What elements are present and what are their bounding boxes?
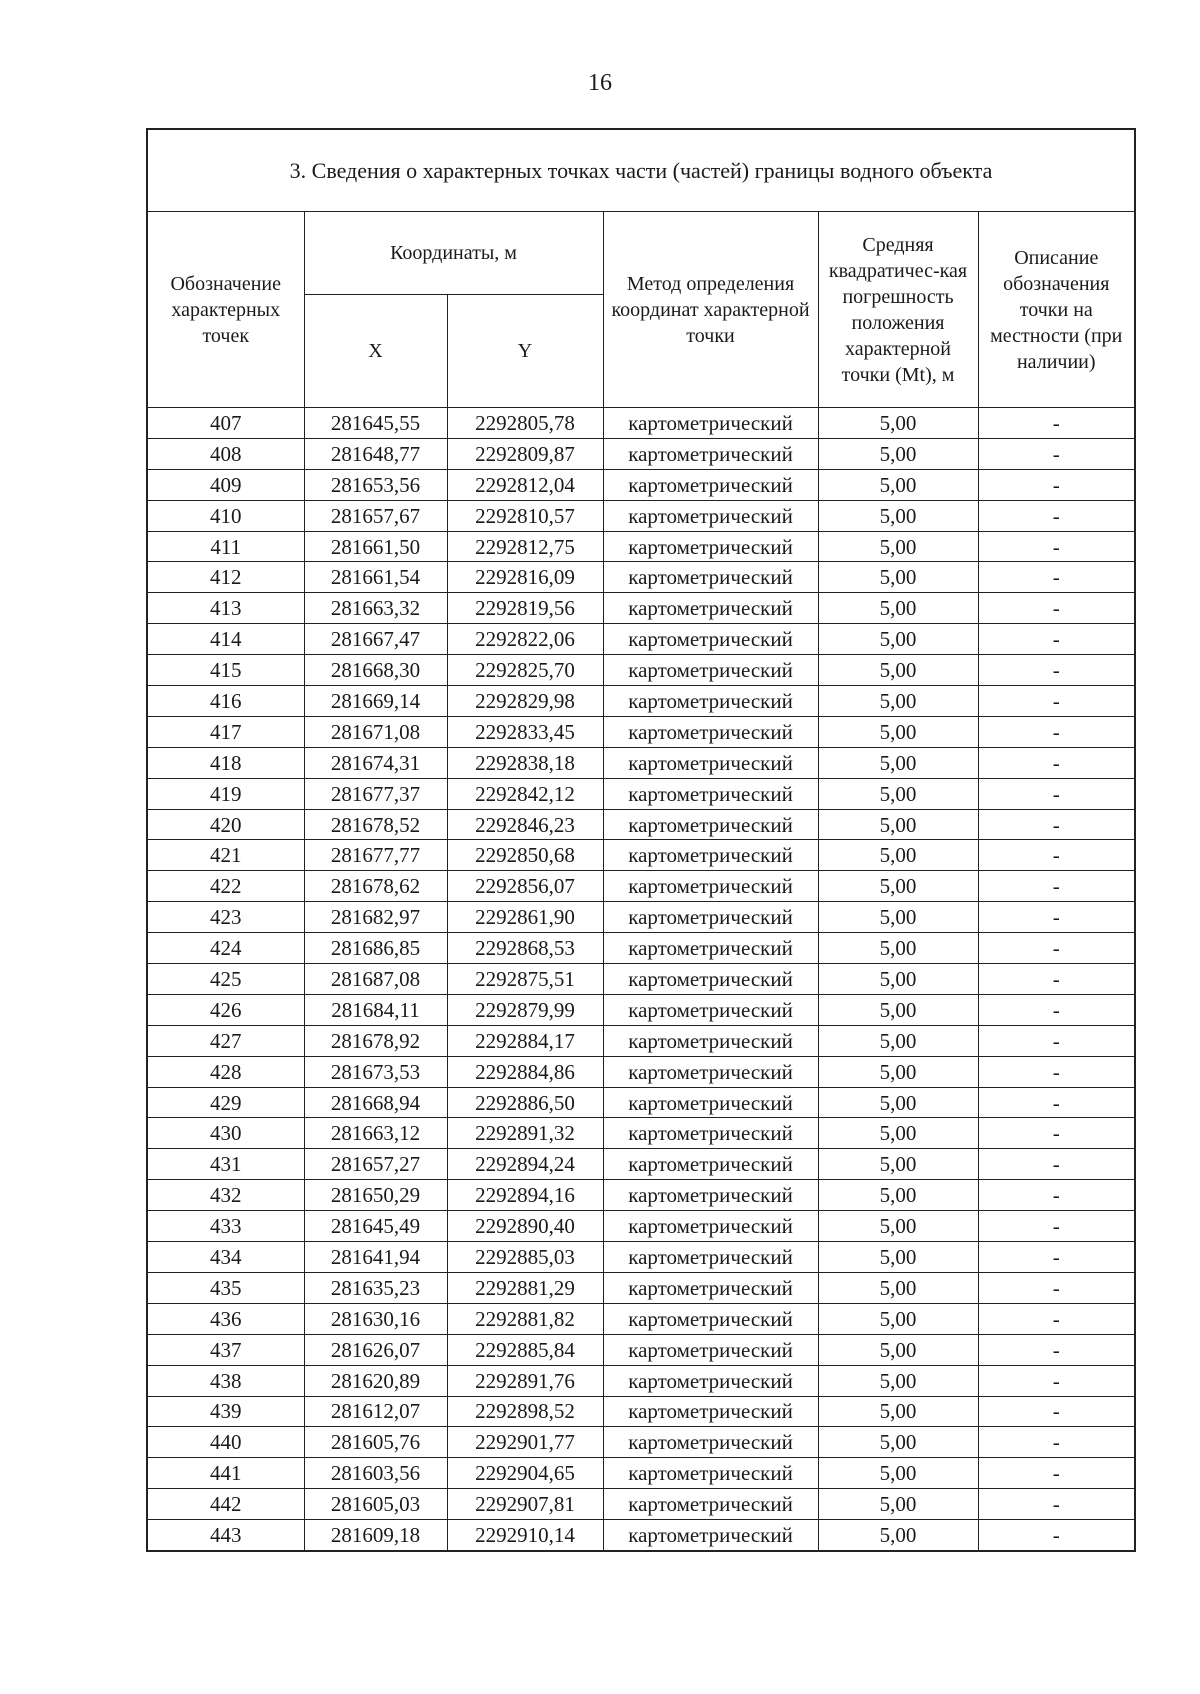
cell-description: - xyxy=(978,1149,1134,1180)
cell-description: - xyxy=(978,593,1134,624)
cell-y: 2292861,90 xyxy=(447,902,603,933)
cell-method: картометрический xyxy=(603,624,818,655)
table-row xyxy=(148,1211,1134,1242)
cell-method: картометрический xyxy=(603,1365,818,1396)
cell-y: 2292894,24 xyxy=(447,1149,603,1180)
cell-point-id: 437 xyxy=(148,1334,304,1365)
table-row xyxy=(148,933,1134,964)
cell-method: картометрический xyxy=(603,1334,818,1365)
cell-description: - xyxy=(978,716,1134,747)
cell-y: 2292833,45 xyxy=(447,716,603,747)
table-row xyxy=(148,1520,1134,1550)
cell-point-id: 427 xyxy=(148,1025,304,1056)
cell-point-id: 426 xyxy=(148,994,304,1025)
cell-x: 281682,97 xyxy=(304,902,447,933)
header-coordinates: Координаты, м xyxy=(304,212,603,295)
table-row xyxy=(148,1365,1134,1396)
cell-description: - xyxy=(978,408,1134,439)
table-row xyxy=(148,716,1134,747)
cell-point-id: 417 xyxy=(148,716,304,747)
cell-y: 2292856,07 xyxy=(447,871,603,902)
cell-description: - xyxy=(978,994,1134,1025)
cell-error: 5,00 xyxy=(818,1118,978,1149)
cell-y: 2292881,82 xyxy=(447,1303,603,1334)
table-body xyxy=(148,408,1134,1550)
cell-description: - xyxy=(978,840,1134,871)
cell-description: - xyxy=(978,1118,1134,1149)
cell-y: 2292816,09 xyxy=(447,562,603,593)
cell-error: 5,00 xyxy=(818,716,978,747)
cell-point-id: 428 xyxy=(148,1056,304,1087)
cell-x: 281677,37 xyxy=(304,778,447,809)
cell-method: картометрический xyxy=(603,1211,818,1242)
table-row xyxy=(148,593,1134,624)
cell-error: 5,00 xyxy=(818,1489,978,1520)
cell-y: 2292885,84 xyxy=(447,1334,603,1365)
cell-method: картометрический xyxy=(603,655,818,686)
cell-y: 2292810,57 xyxy=(447,500,603,531)
cell-point-id: 418 xyxy=(148,747,304,778)
cell-point-id: 430 xyxy=(148,1118,304,1149)
cell-method: картометрический xyxy=(603,964,818,995)
cell-method: картометрический xyxy=(603,1458,818,1489)
cell-x: 281605,76 xyxy=(304,1427,447,1458)
cell-description: - xyxy=(978,1242,1134,1273)
table-row xyxy=(148,1334,1134,1365)
table-row xyxy=(148,438,1134,469)
table-row xyxy=(148,500,1134,531)
cell-error: 5,00 xyxy=(818,871,978,902)
cell-description: - xyxy=(978,1427,1134,1458)
cell-x: 281671,08 xyxy=(304,716,447,747)
cell-description: - xyxy=(978,1489,1134,1520)
cell-method: картометрический xyxy=(603,469,818,500)
cell-point-id: 432 xyxy=(148,1180,304,1211)
cell-y: 2292901,77 xyxy=(447,1427,603,1458)
cell-x: 281605,03 xyxy=(304,1489,447,1520)
cell-point-id: 407 xyxy=(148,408,304,439)
cell-y: 2292812,75 xyxy=(447,531,603,562)
cell-description: - xyxy=(978,1211,1134,1242)
table-row xyxy=(148,562,1134,593)
cell-description: - xyxy=(978,1303,1134,1334)
cell-error: 5,00 xyxy=(818,686,978,717)
table-row xyxy=(148,747,1134,778)
cell-method: картометрический xyxy=(603,438,818,469)
cell-x: 281684,11 xyxy=(304,994,447,1025)
table-row xyxy=(148,871,1134,902)
cell-point-id: 422 xyxy=(148,871,304,902)
cell-x: 281669,14 xyxy=(304,686,447,717)
table-row xyxy=(148,964,1134,995)
table-row xyxy=(148,469,1134,500)
table-row xyxy=(148,1025,1134,1056)
table-row xyxy=(148,840,1134,871)
cell-point-id: 408 xyxy=(148,438,304,469)
cell-x: 281635,23 xyxy=(304,1272,447,1303)
table-row xyxy=(148,531,1134,562)
table-row xyxy=(148,1427,1134,1458)
cell-point-id: 439 xyxy=(148,1396,304,1427)
cell-description: - xyxy=(978,686,1134,717)
cell-x: 281673,53 xyxy=(304,1056,447,1087)
cell-error: 5,00 xyxy=(818,1458,978,1489)
cell-method: картометрический xyxy=(603,840,818,871)
cell-error: 5,00 xyxy=(818,1334,978,1365)
cell-point-id: 434 xyxy=(148,1242,304,1273)
cell-y: 2292881,29 xyxy=(447,1272,603,1303)
cell-error: 5,00 xyxy=(818,1149,978,1180)
table-row xyxy=(148,778,1134,809)
cell-x: 281687,08 xyxy=(304,964,447,995)
cell-error: 5,00 xyxy=(818,964,978,995)
cell-x: 281668,94 xyxy=(304,1087,447,1118)
cell-point-id: 435 xyxy=(148,1272,304,1303)
cell-x: 281626,07 xyxy=(304,1334,447,1365)
cell-error: 5,00 xyxy=(818,778,978,809)
cell-description: - xyxy=(978,1180,1134,1211)
cell-description: - xyxy=(978,747,1134,778)
table-row xyxy=(148,1303,1134,1334)
cell-error: 5,00 xyxy=(818,1056,978,1087)
cell-description: - xyxy=(978,1025,1134,1056)
cell-y: 2292907,81 xyxy=(447,1489,603,1520)
cell-y: 2292838,18 xyxy=(447,747,603,778)
cell-point-id: 413 xyxy=(148,593,304,624)
cell-method: картометрический xyxy=(603,408,818,439)
header-y: Y xyxy=(447,295,603,408)
cell-x: 281661,50 xyxy=(304,531,447,562)
cell-y: 2292809,87 xyxy=(447,438,603,469)
cell-y: 2292879,99 xyxy=(447,994,603,1025)
cell-method: картометрический xyxy=(603,686,818,717)
table-row xyxy=(148,1396,1134,1427)
cell-y: 2292819,56 xyxy=(447,593,603,624)
cell-x: 281663,32 xyxy=(304,593,447,624)
header-method: Метод определения координат характерной точки xyxy=(603,212,818,408)
table-row xyxy=(148,686,1134,717)
cell-method: картометрический xyxy=(603,1087,818,1118)
cell-description: - xyxy=(978,1396,1134,1427)
cell-error: 5,00 xyxy=(818,902,978,933)
cell-description: - xyxy=(978,1272,1134,1303)
cell-point-id: 421 xyxy=(148,840,304,871)
cell-point-id: 423 xyxy=(148,902,304,933)
cell-description: - xyxy=(978,500,1134,531)
cell-description: - xyxy=(978,809,1134,840)
cell-method: картометрический xyxy=(603,1520,818,1550)
cell-point-id: 419 xyxy=(148,778,304,809)
cell-point-id: 443 xyxy=(148,1520,304,1550)
cell-y: 2292846,23 xyxy=(447,809,603,840)
cell-error: 5,00 xyxy=(818,1396,978,1427)
cell-method: картометрический xyxy=(603,747,818,778)
cell-error: 5,00 xyxy=(818,933,978,964)
cell-description: - xyxy=(978,438,1134,469)
cell-y: 2292885,03 xyxy=(447,1242,603,1273)
cell-error: 5,00 xyxy=(818,809,978,840)
cell-method: картометрический xyxy=(603,716,818,747)
cell-method: картометрический xyxy=(603,593,818,624)
cell-method: картометрический xyxy=(603,994,818,1025)
cell-point-id: 433 xyxy=(148,1211,304,1242)
cell-method: картометрический xyxy=(603,933,818,964)
cell-y: 2292825,70 xyxy=(447,655,603,686)
cell-error: 5,00 xyxy=(818,655,978,686)
cell-x: 281650,29 xyxy=(304,1180,447,1211)
cell-error: 5,00 xyxy=(818,1211,978,1242)
table-row xyxy=(148,1087,1134,1118)
table-row xyxy=(148,1149,1134,1180)
cell-error: 5,00 xyxy=(818,624,978,655)
cell-description: - xyxy=(978,871,1134,902)
table-row xyxy=(148,408,1134,439)
cell-method: картометрический xyxy=(603,1303,818,1334)
cell-error: 5,00 xyxy=(818,747,978,778)
cell-y: 2292898,52 xyxy=(447,1396,603,1427)
cell-x: 281603,56 xyxy=(304,1458,447,1489)
cell-error: 5,00 xyxy=(818,1303,978,1334)
cell-x: 281678,92 xyxy=(304,1025,447,1056)
cell-point-id: 415 xyxy=(148,655,304,686)
cell-description: - xyxy=(978,1520,1134,1550)
cell-y: 2292822,06 xyxy=(447,624,603,655)
cell-y: 2292886,50 xyxy=(447,1087,603,1118)
cell-method: картометрический xyxy=(603,1180,818,1211)
cell-description: - xyxy=(978,531,1134,562)
table-row xyxy=(148,1272,1134,1303)
cell-x: 281668,30 xyxy=(304,655,447,686)
cell-x: 281686,85 xyxy=(304,933,447,964)
cell-method: картометрический xyxy=(603,1396,818,1427)
cell-x: 281653,56 xyxy=(304,469,447,500)
cell-point-id: 442 xyxy=(148,1489,304,1520)
cell-x: 281678,52 xyxy=(304,809,447,840)
cell-error: 5,00 xyxy=(818,593,978,624)
table-row xyxy=(148,655,1134,686)
cell-error: 5,00 xyxy=(818,1520,978,1550)
cell-point-id: 409 xyxy=(148,469,304,500)
cell-error: 5,00 xyxy=(818,1427,978,1458)
header-description: Описание обозначения точки на местности (при наличии) xyxy=(978,212,1134,408)
cell-method: картометрический xyxy=(603,1427,818,1458)
cell-error: 5,00 xyxy=(818,1180,978,1211)
cell-error: 5,00 xyxy=(818,1365,978,1396)
cell-error: 5,00 xyxy=(818,1272,978,1303)
cell-x: 281667,47 xyxy=(304,624,447,655)
cell-error: 5,00 xyxy=(818,438,978,469)
cell-x: 281661,54 xyxy=(304,562,447,593)
cell-description: - xyxy=(978,778,1134,809)
cell-x: 281612,07 xyxy=(304,1396,447,1427)
cell-error: 5,00 xyxy=(818,531,978,562)
cell-description: - xyxy=(978,1334,1134,1365)
cell-method: картометрический xyxy=(603,809,818,840)
table-row xyxy=(148,624,1134,655)
table-row xyxy=(148,1242,1134,1273)
cell-method: картометрический xyxy=(603,1056,818,1087)
cell-y: 2292894,16 xyxy=(447,1180,603,1211)
cell-method: картометрический xyxy=(603,902,818,933)
cell-description: - xyxy=(978,902,1134,933)
cell-point-id: 431 xyxy=(148,1149,304,1180)
cell-y: 2292891,76 xyxy=(447,1365,603,1396)
cell-point-id: 420 xyxy=(148,809,304,840)
cell-description: - xyxy=(978,562,1134,593)
cell-x: 281620,89 xyxy=(304,1365,447,1396)
cell-y: 2292890,40 xyxy=(447,1211,603,1242)
cell-method: картометрический xyxy=(603,778,818,809)
cell-description: - xyxy=(978,1087,1134,1118)
cell-x: 281648,77 xyxy=(304,438,447,469)
cell-point-id: 425 xyxy=(148,964,304,995)
cell-error: 5,00 xyxy=(818,1242,978,1273)
cell-error: 5,00 xyxy=(818,562,978,593)
cell-description: - xyxy=(978,1458,1134,1489)
table-row xyxy=(148,1180,1134,1211)
cell-method: картометрический xyxy=(603,1025,818,1056)
cell-y: 2292884,17 xyxy=(447,1025,603,1056)
table-row xyxy=(148,902,1134,933)
cell-y: 2292875,51 xyxy=(447,964,603,995)
cell-x: 281609,18 xyxy=(304,1520,447,1550)
cell-y: 2292884,86 xyxy=(447,1056,603,1087)
cell-error: 5,00 xyxy=(818,1087,978,1118)
cell-point-id: 440 xyxy=(148,1427,304,1458)
header-designation: Обозначение характерных точек xyxy=(148,212,304,408)
cell-method: картометрический xyxy=(603,1118,818,1149)
cell-method: картометрический xyxy=(603,1272,818,1303)
cell-point-id: 410 xyxy=(148,500,304,531)
cell-error: 5,00 xyxy=(818,500,978,531)
cell-y: 2292842,12 xyxy=(447,778,603,809)
cell-point-id: 412 xyxy=(148,562,304,593)
cell-method: картометрический xyxy=(603,1242,818,1273)
cell-description: - xyxy=(978,655,1134,686)
cell-x: 281645,49 xyxy=(304,1211,447,1242)
table-row xyxy=(148,1118,1134,1149)
cell-x: 281657,67 xyxy=(304,500,447,531)
cell-error: 5,00 xyxy=(818,408,978,439)
cell-x: 281678,62 xyxy=(304,871,447,902)
cell-y: 2292850,68 xyxy=(447,840,603,871)
cell-error: 5,00 xyxy=(818,1025,978,1056)
cell-y: 2292904,65 xyxy=(447,1458,603,1489)
cell-x: 281663,12 xyxy=(304,1118,447,1149)
cell-description: - xyxy=(978,469,1134,500)
cell-x: 281645,55 xyxy=(304,408,447,439)
cell-point-id: 414 xyxy=(148,624,304,655)
table-row xyxy=(148,1056,1134,1087)
cell-point-id: 441 xyxy=(148,1458,304,1489)
cell-point-id: 424 xyxy=(148,933,304,964)
cell-point-id: 436 xyxy=(148,1303,304,1334)
cell-y: 2292829,98 xyxy=(447,686,603,717)
cell-y: 2292812,04 xyxy=(447,469,603,500)
cell-y: 2292910,14 xyxy=(447,1520,603,1550)
cell-description: - xyxy=(978,964,1134,995)
table-row xyxy=(148,994,1134,1025)
boundary-points-table-frame xyxy=(146,128,1136,1552)
cell-point-id: 416 xyxy=(148,686,304,717)
cell-method: картометрический xyxy=(603,1489,818,1520)
cell-x: 281677,77 xyxy=(304,840,447,871)
cell-method: картометрический xyxy=(603,871,818,902)
boundary-points-table xyxy=(148,212,1134,1550)
cell-y: 2292868,53 xyxy=(447,933,603,964)
cell-y: 2292805,78 xyxy=(447,408,603,439)
header-x: X xyxy=(304,295,447,408)
cell-method: картометрический xyxy=(603,531,818,562)
cell-method: картометрический xyxy=(603,562,818,593)
cell-description: - xyxy=(978,624,1134,655)
cell-description: - xyxy=(978,1056,1134,1087)
cell-method: картометрический xyxy=(603,500,818,531)
cell-x: 281630,16 xyxy=(304,1303,447,1334)
cell-point-id: 438 xyxy=(148,1365,304,1396)
cell-y: 2292891,32 xyxy=(447,1118,603,1149)
page-number: 16 xyxy=(588,70,612,96)
cell-error: 5,00 xyxy=(818,840,978,871)
cell-point-id: 411 xyxy=(148,531,304,562)
cell-x: 281657,27 xyxy=(304,1149,447,1180)
cell-error: 5,00 xyxy=(818,469,978,500)
cell-point-id: 429 xyxy=(148,1087,304,1118)
cell-description: - xyxy=(978,933,1134,964)
cell-description: - xyxy=(978,1365,1134,1396)
cell-x: 281641,94 xyxy=(304,1242,447,1273)
table-row xyxy=(148,809,1134,840)
cell-method: картометрический xyxy=(603,1149,818,1180)
table-row xyxy=(148,1489,1134,1520)
header-error: Средняя квадратичес-кая погрешность положения характерной точки (Mt), м xyxy=(818,212,978,408)
cell-x: 281674,31 xyxy=(304,747,447,778)
section-title: 3. Сведения о характерных точках части (частей) границы водного объекта xyxy=(148,130,1134,212)
cell-error: 5,00 xyxy=(818,994,978,1025)
table-row xyxy=(148,1458,1134,1489)
